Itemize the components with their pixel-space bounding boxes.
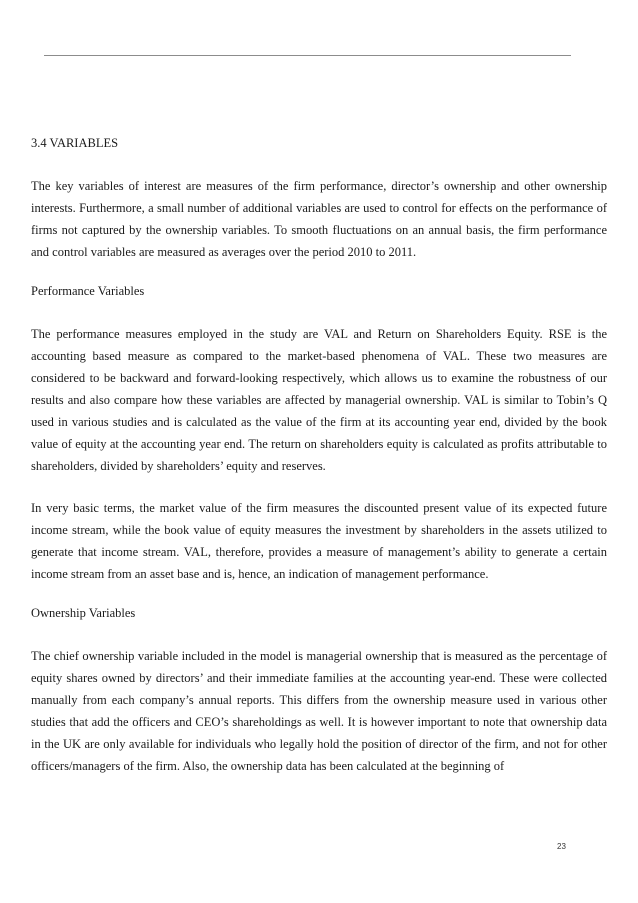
performance-paragraph-2: In very basic terms, the market value of the firm measures the discounted present value of its expected future income stream, while the book value of equity measures the investment by shareholders in the assets utilized to generate that income stream. VAL, therefore, provides a measure of management’s ability to generate a certain income stream from an asset base and is, hence, an indication of management performance. xyxy=(31,501,607,581)
ownership-heading: Ownership Variables xyxy=(31,606,136,620)
ownership-paragraph: The chief ownership variable included in the model is managerial ownership that is measured as the percentage of equity shares owned by directors’ and their immediate families at the accounting year-end. These were collected manually from each company’s annual reports. This differs from the ownership measure used in various other studies that add the officers and CEO’s shareholdings as well. It is however important to note that ownership data in the UK are only available for individuals who legally hold the position of director of the firm, and not for other officers/managers of the firm. Also, the ownership data has been calculated at the beginning of xyxy=(31,649,607,773)
page-body xyxy=(31,135,607,777)
header-rule xyxy=(44,55,571,56)
page-number: 23 xyxy=(557,842,566,851)
intro-paragraph: The key variables of interest are measures of the firm performance, director’s ownership and other ownership interests. Furthermore, a small number of additional variables are used to control for effects on the performance of firms not captured by the ownership variables. To smooth fluctuations on an annual basis, the firm performance and control variables are measured as averages over the period 2010 to 2011. xyxy=(31,179,607,259)
performance-paragraph-1: The performance measures employed in the study are VAL and Return on Shareholders Equity. RSE is the accounting based measure as compared to the market-based phenomena of VAL. These two measures are considered to be backward and forward-looking respectively, which allows us to examine the robustness of our results and also compare how these variables are affected by managerial ownership. VAL is similar to Tobin’s Q used in various studies and is calculated as the value of the firm at its accounting year end, divided by the book value of equity at the accounting year end. The return on shareholders equity is calculated as profits attributable to shareholders, divided by shareholders’ equity and reserves. xyxy=(31,327,607,473)
performance-heading: Performance Variables xyxy=(31,284,145,298)
section-title: 3.4 VARIABLES xyxy=(31,136,119,150)
